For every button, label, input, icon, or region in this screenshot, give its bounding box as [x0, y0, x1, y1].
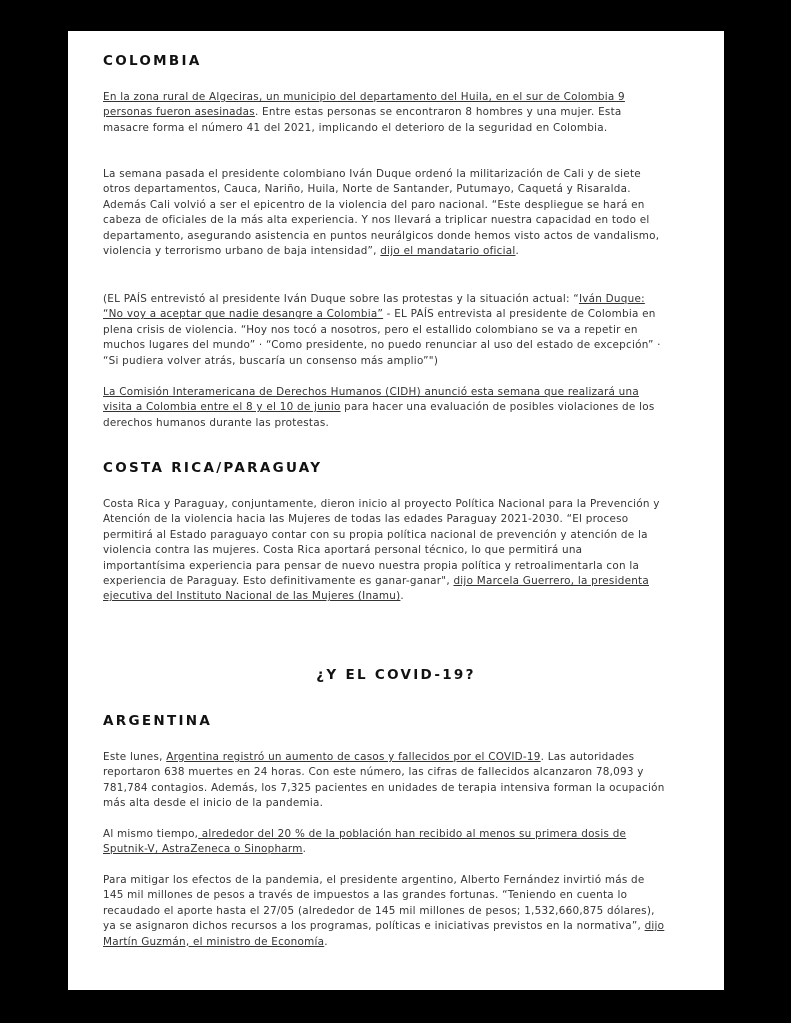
- colombia-paragraph-2: La semana pasada el presidente colombiano Iván Duque ordenó la militarización de Cali y de siete otros departamentos, Cauca, Nariño, Huila, Norte de Santander, Putumayo, Caquetá y Risaralda. Además Cali volvió a ser el epicentro de la violencia del paro nacional. “Este despliegue se hará en cabeza de oficiales de la más alta experiencia. Y nos llevará a triplicar nuestra capacidad en todo el departamento, asegurando asistencia en puntos neurálgicos donde hemos visto actos de vandalismo, violencia y terrorismo urbano de baja intensidad”, dijo el mandatario oficial.: [103, 168, 660, 258]
- colombia-paragraph-4: La Comisión Interamericana de Derechos Humanos (CIDH) anunció esta semana que realizará una visita a Colombia entre el 8 y el 10 de junio para hacer una evaluación de posibles violaciones de los derechos humanos durante las protestas.: [103, 386, 655, 429]
- costa-rica-paragraph-1: Costa Rica y Paraguay, conjuntamente, dieron inicio al proyecto Política Nacional para la Prevención y Atención de la violencia hacia las Mujeres de todas las edades Paraguay 2021-2030. “El proceso permitirá al Estado paraguayo contar con su propia política nacional de prevención y atención de la violencia contra las mujeres. Costa Rica aportará personal técnico, lo que permitirá una importantísima experiencia para pensar de nuevo nuestra propia política y retroalimentarla con la experiencia de Paraguay. Esto definitivamente es ganar-ganar", dijo Marcela Guerrero, la presidenta ejecutiva del Instituto Nacional de las Mujeres (Inamu).: [103, 498, 660, 603]
- link-marcela-guerrero[interactable]: dijo Marcela Guerrero, la presidenta ejecutiva del Instituto Nacional de las Mujeres (Inamu): [103, 575, 649, 603]
- heading-costa-rica-paraguay: COSTA RICA/PARAGUAY: [103, 460, 323, 476]
- colombia-paragraph-3: (EL PAÍS entrevistó al presidente Iván Duque sobre las protestas y la situación actual: “Iván Duque: “No voy a aceptar que nadie desangre a Colombia” - EL PAÍS entrevista al presidente de Colombia en plena crisis de violencia. “Hoy nos tocó a nosotros, pero el estallido colombiano se va a repetir en muchos lugares del mundo” · “Como presidente, no puedo renunciar al uso del estado de excepción” · “Si pudiera volver atrás, buscaría un consenso más amplio”"): [103, 293, 661, 367]
- link-cidh-visita[interactable]: La Comisión Interamericana de Derechos Humanos (CIDH) anunció esta semana que realizará una visita a Colombia entre el 8 y el 10 de junio: [103, 386, 639, 414]
- heading-covid: ¿Y EL COVID-19?: [316, 667, 476, 683]
- link-dijo-mandatario[interactable]: dijo el mandatario oficial: [380, 245, 516, 258]
- link-algeciras-masacre[interactable]: En la zona rural de Algeciras, un municipio del departamento del Huila, en el sur de Colombia 9 personas fueron asesinadas: [103, 91, 625, 119]
- colombia-paragraph-1: En la zona rural de Algeciras, un municipio del departamento del Huila, en el sur de Colombia 9 personas fueron asesinadas. Entre estas personas se encontraron 8 hombres y una mujer. Esta masacre forma el número 41 del 2021, implicando el deterioro de la seguridad en Colombia.: [103, 91, 625, 134]
- link-martin-guzman[interactable]: dijo Martín Guzmán, el ministro de Economía: [103, 920, 665, 948]
- link-argentina-casos[interactable]: Argentina registró un aumento de casos y fallecidos por el COVID-19: [166, 751, 541, 763]
- heading-argentina: ARGENTINA: [103, 713, 213, 729]
- document-page: [68, 31, 724, 990]
- argentina-paragraph-3: Para mitigar los efectos de la pandemia, el presidente argentino, Alberto Fernández invirtió más de 145 mil millones de pesos a través de impuestos a las grandes fortunas. “Teniendo en cuenta lo recaudado el aporte hasta el 27/05 (alrededor de 145 mil millones de pesos; 1,532,660,875 dólares), ya se asignaron dichos recursos a los programas, políticas e iniciativas previstos en la normativa”, dijo Martín Guzmán, el ministro de Economía.: [103, 874, 665, 948]
- argentina-paragraph-1: Este lunes, Argentina registró un aumento de casos y fallecidos por el COVID-19. Las autoridades reportaron 638 muertes en 24 horas. Con este número, las cifras de fallecidos alcanzaron 78,093 y 781,784 contagios. Además, los 7,325 pacientes en unidades de terapia intensiva forman la ocupación más alta desde el inicio de la pandemia.: [103, 751, 665, 810]
- argentina-paragraph-2: Al mismo tiempo, alrededor del 20 % de la población han recibido al menos su primera dosis de Sputnik-V, AstraZeneca o Sinopharm.: [103, 828, 627, 856]
- link-vacunacion[interactable]: alrededor del 20 % de la población han recibido al menos su primera dosis de Sputnik-V, AstraZeneca o Sinopharm: [103, 828, 627, 856]
- heading-colombia: COLOMBIA: [103, 53, 202, 69]
- link-entrevista-duque[interactable]: Iván Duque: “No voy a aceptar que nadie desangre a Colombia”: [103, 293, 645, 321]
